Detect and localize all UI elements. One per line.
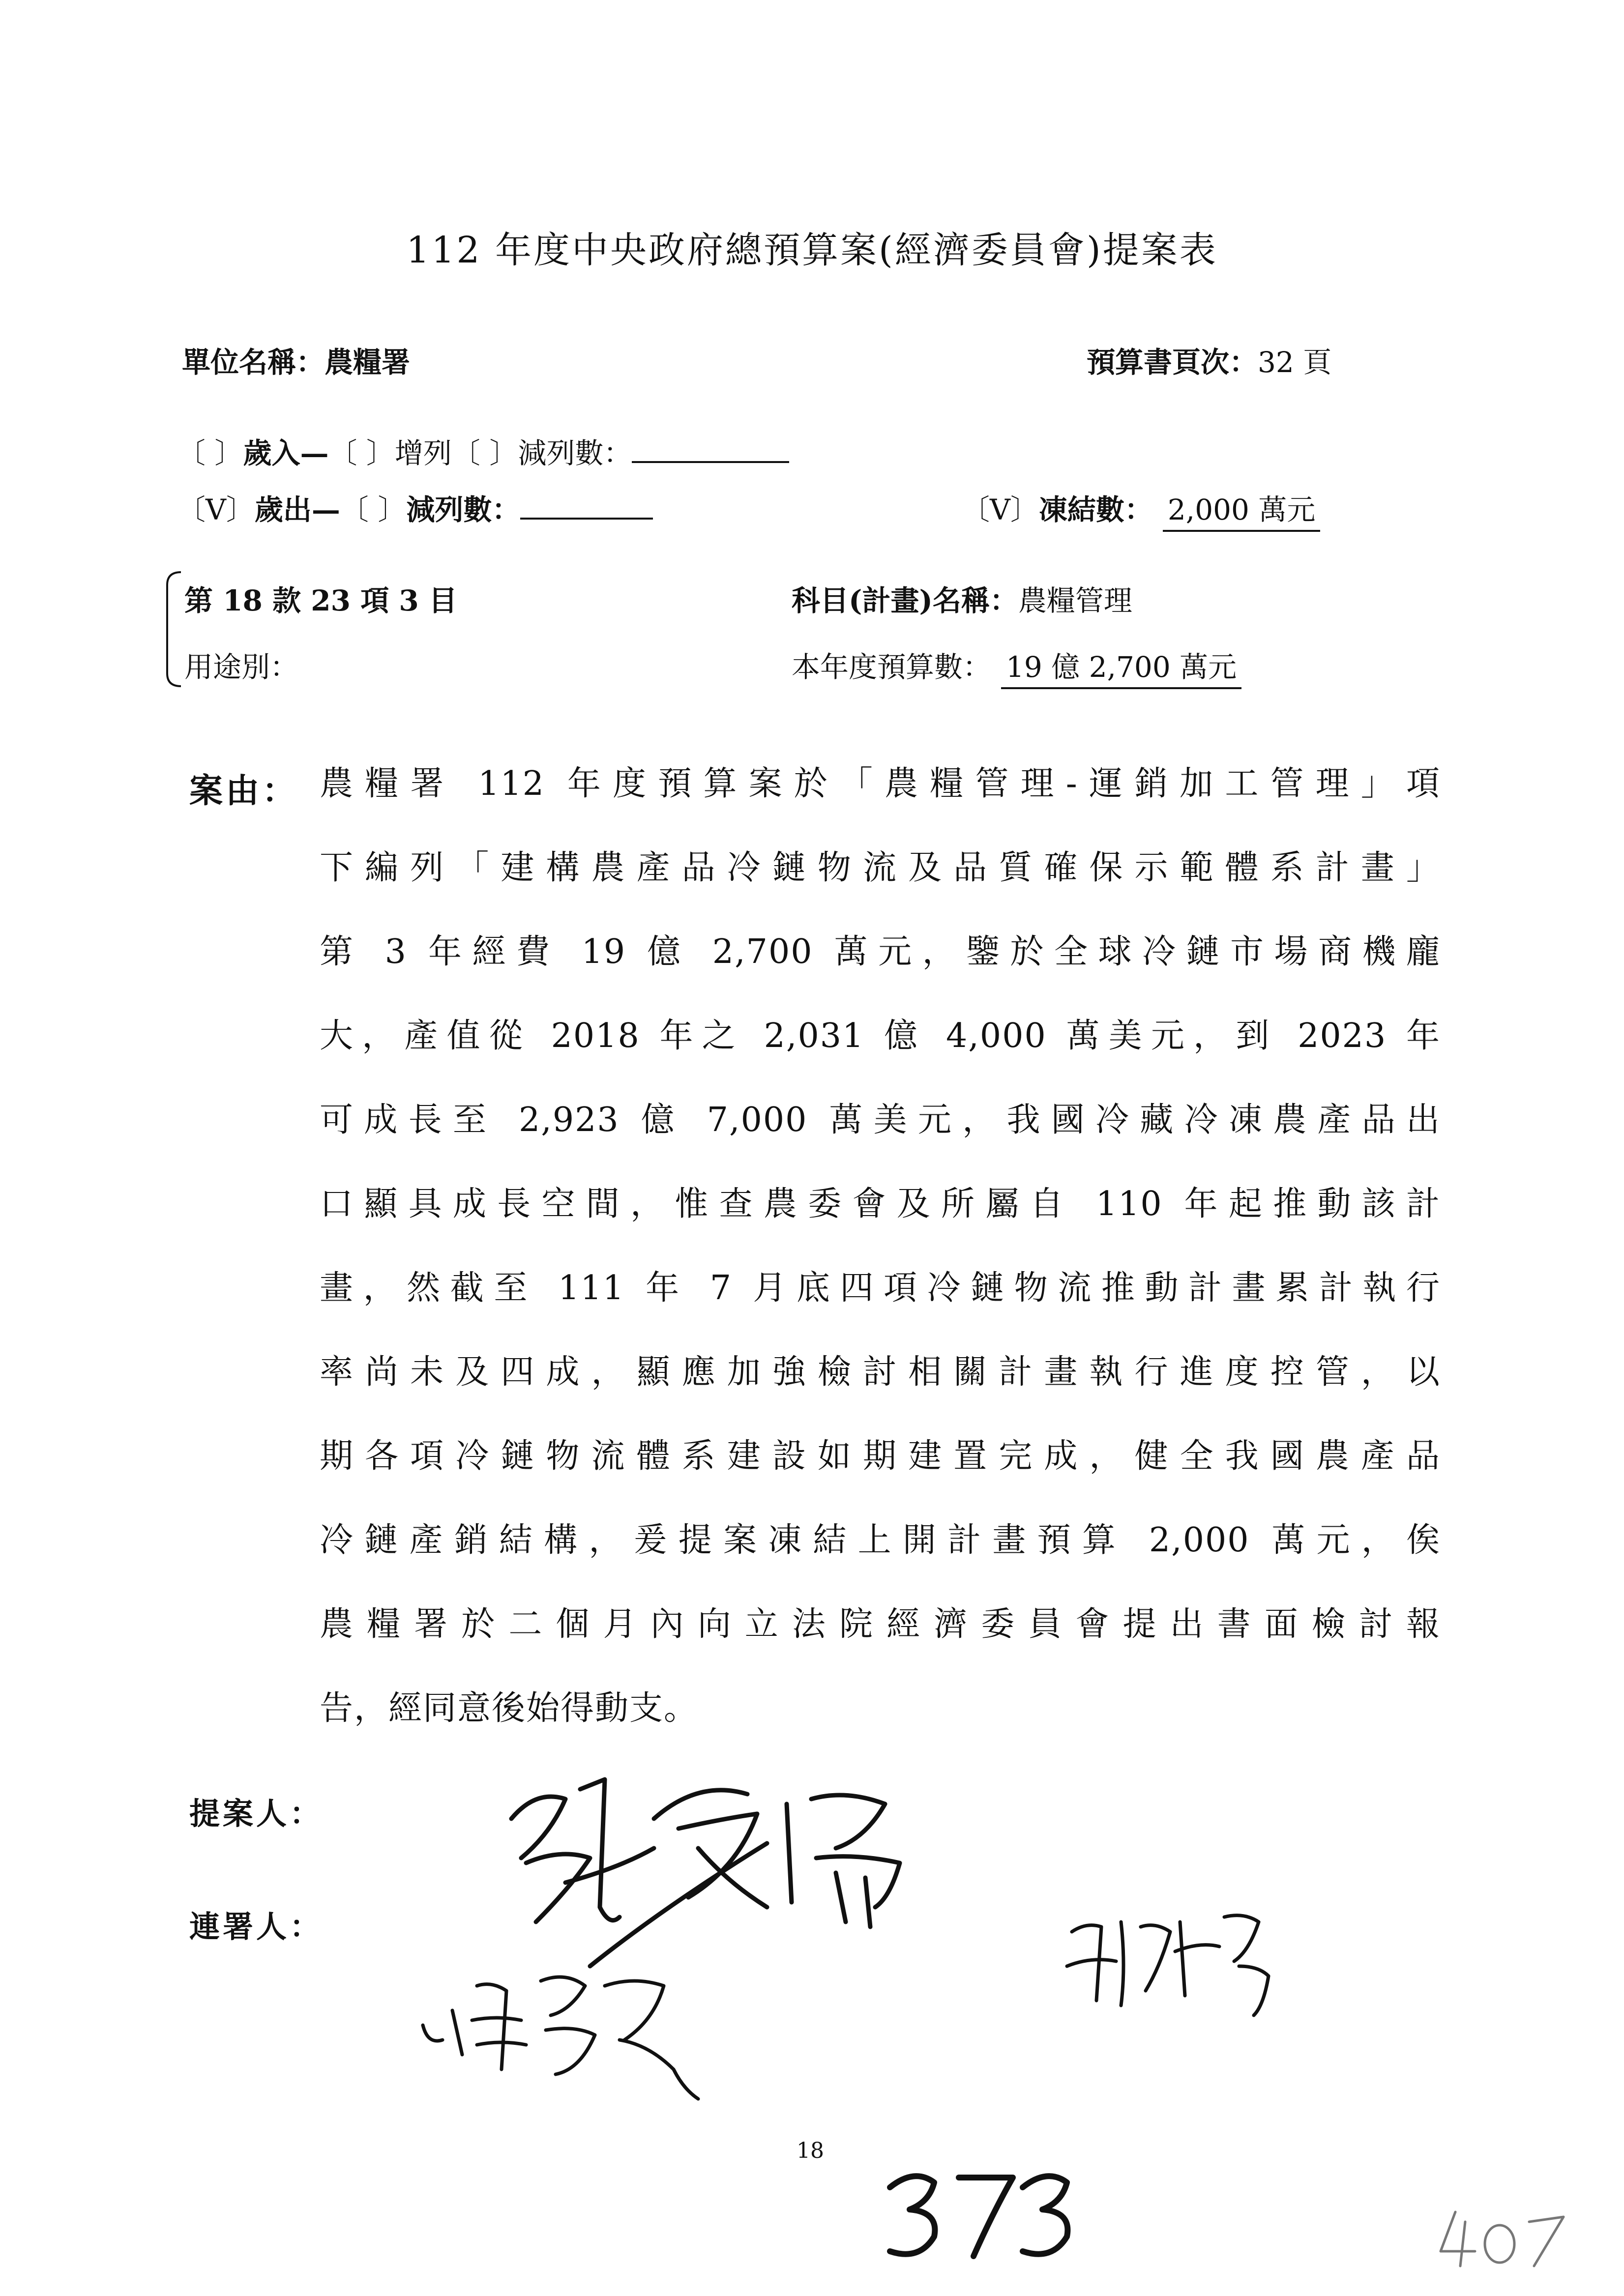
budget-page-value: 32 頁 [1258, 346, 1332, 379]
freeze-amount [961, 487, 1320, 532]
reason-label: 案由： [189, 771, 299, 811]
expenditure-decrease-checkbox: 〔 〕 [340, 493, 407, 526]
revenue-decrease-label: 減列數： [518, 436, 632, 470]
expenditure-line [177, 487, 653, 528]
page-title: 112 年度中央政府總預算案(經濟委員會)提案表 [406, 229, 1218, 271]
expenditure-checkbox: 〔V〕 [177, 493, 255, 526]
proposer-signature [492, 1760, 959, 1966]
reason-line: 農糧署於二個月內向立法院經濟委員會提出書面檢討報 [320, 1605, 1441, 1644]
expenditure-decrease-label: 減列數： [406, 493, 521, 526]
reason-line: 農糧署 112 年度預算案於「農糧管理-運銷加工管理」項 [320, 764, 1441, 803]
reason-line: 率尚未及四成，顯應加強檢討相關計畫執行進度控管，以 [320, 1353, 1441, 1392]
reason-line: 可成長至 2,923 億 7,000 萬美元，我國冷藏冷凍農產品出 [320, 1101, 1441, 1139]
corner-mark [1436, 2207, 1573, 2271]
reason-line: 期各項冷鏈物流體系建設如期建置完成，健全我國農產品 [320, 1437, 1441, 1476]
freeze-value: 2,000 萬元 [1163, 487, 1320, 532]
reason-line: 告，經同意後始得動支。 [320, 1689, 699, 1728]
left-bracket [162, 570, 182, 688]
section-number: 第 18 款 23 項 3 目 [184, 584, 457, 617]
revenue-increase-checkbox: 〔 〕 [328, 436, 395, 470]
cosigner-signature-1 [408, 1942, 713, 2104]
revenue-label: 歲入— [243, 436, 329, 470]
reason-line: 畫，然截至 111 年 7 月底四項冷鏈物流推動計畫累計執行 [320, 1269, 1441, 1308]
expenditure-label: 歲出— [254, 493, 340, 526]
subject-value: 農糧管理 [1018, 584, 1132, 617]
freeze-checkbox: 〔V〕 [961, 493, 1039, 526]
reason-line: 第 3 年經費 19 億 2,700 萬元，鑒於全球冷鏈市場商機龐 [320, 932, 1441, 971]
unit-name [182, 339, 410, 380]
revenue-line [177, 430, 789, 471]
annual-budget-label: 本年度預算數： [792, 650, 992, 684]
budget-page-label: 預算書頁次： [1087, 346, 1258, 379]
revenue-checkbox: 〔 〕 [177, 436, 243, 470]
expenditure-decrease-blank [520, 513, 653, 520]
freeze-label: 凍結數： [1038, 493, 1153, 526]
budget-page [1087, 339, 1331, 380]
page-number: 18 [797, 2138, 824, 2163]
revenue-decrease-checkbox: 〔 〕 [451, 436, 518, 470]
unit-name-value: 農糧署 [325, 346, 411, 379]
cosigner-label: 連署人： [189, 1909, 324, 1945]
reason-line: 冷鏈產銷結構，爰提案凍結上開計畫預算 2,000 萬元，俟 [320, 1521, 1441, 1560]
revenue-increase-label: 增列 [394, 436, 452, 470]
subject-name [792, 578, 1132, 619]
proposer-label: 提案人： [189, 1796, 324, 1831]
revenue-decrease-blank [632, 456, 789, 463]
cosigner-signature-2 [1057, 1892, 1303, 2020]
reason-line: 大，產值從 2018 年之 2,031 億 4,000 萬美元，到 2023 年 [320, 1017, 1441, 1055]
subject-label: 科目(計畫)名稱： [792, 584, 1018, 617]
reason-text [320, 762, 1441, 1771]
annual-budget-value: 19 億 2,700 萬元 [1001, 644, 1241, 689]
usage-label: 用途別： [184, 650, 299, 684]
reason-line: 口顯具成長空間，惟查農委會及所屬自 110 年起推動該計 [320, 1185, 1441, 1223]
annual-budget [792, 644, 1241, 689]
reason-line: 下編列「建構農產品冷鏈物流及品質確保示範體系計畫」 [320, 848, 1441, 887]
handwritten-page-number [880, 2158, 1087, 2271]
unit-name-label: 單位名稱： [182, 346, 325, 379]
